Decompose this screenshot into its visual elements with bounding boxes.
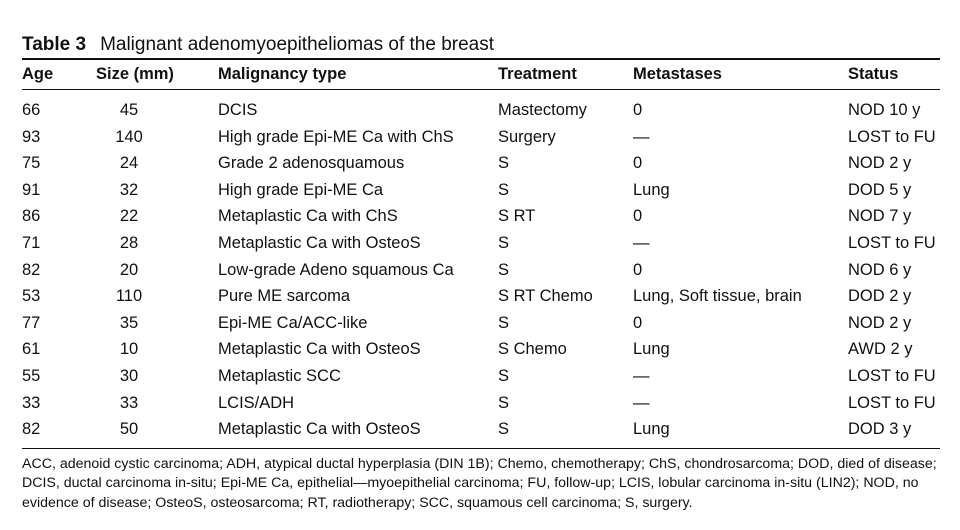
size-cell: 20 — [119, 260, 139, 279]
column-header-size: Size (mm) — [96, 65, 174, 83]
treatment-cell: Mastectomy — [498, 101, 587, 119]
size-cell: 33 — [119, 393, 139, 412]
size-cell: 110 — [115, 287, 143, 306]
status-cell: NOD 10 y — [848, 101, 921, 119]
age-cell: 75 — [22, 154, 41, 173]
metastases-cell: — — [633, 233, 650, 252]
metastases-cell: Lung, Soft tissue, brain — [633, 287, 802, 306]
table-row — [22, 124, 940, 151]
metastases-cell: 0 — [633, 313, 643, 332]
metastases-cell: — — [633, 127, 650, 146]
malignancy-type-cell: LCIS/ADH — [218, 393, 295, 412]
metastases-cell: Lung — [633, 180, 670, 199]
treatment-cell: Surgery — [498, 127, 556, 146]
table-row — [22, 177, 940, 204]
status-cell: NOD 7 y — [848, 207, 912, 226]
size-cell: 140 — [115, 127, 143, 146]
age-cell: 77 — [22, 313, 41, 332]
table-body — [22, 90, 940, 448]
treatment-cell: S — [498, 260, 510, 279]
status-cell: NOD 2 y — [848, 154, 912, 173]
metastases-cell: — — [633, 366, 650, 385]
age-cell: 66 — [22, 101, 41, 119]
size-cell: 24 — [119, 154, 139, 173]
table-row — [22, 336, 940, 363]
table-footnote: ACC, adenoid cystic carcinoma; ADH, atypical ductal hyperplasia (DIN 1B); Chemo, chemotherapy; ChS, chondrosarcoma; DOD, died of disease; DCIS, ductal carcinoma in-situ; Epi-ME Ca, epithelial—myoepithelial carcinoma; FU, follow-up; LCIS, lobular carcinoma in-situ (LIN2); NOD, no evidence of disease; OsteoS, osteosarcoma; RT, radiotherapy; SCC, squamous cell carcinoma; S, surgery. — [22, 455, 937, 511]
malignancy-type-cell: Low-grade Adeno squamous Ca — [218, 260, 454, 279]
age-cell: 61 — [22, 340, 41, 359]
metastases-cell: Lung — [633, 420, 670, 439]
table-row — [22, 203, 940, 230]
table-row — [22, 90, 940, 124]
data-table — [22, 60, 940, 448]
age-cell: 33 — [22, 393, 41, 412]
status-cell: LOST to FU — [848, 233, 936, 252]
table-row — [22, 150, 940, 177]
table-title: Malignant adenomyoepitheliomas of the breast — [100, 34, 495, 55]
age-cell: 71 — [22, 233, 41, 252]
malignancy-type-cell: Metaplastic Ca with OsteoS — [218, 420, 421, 439]
metastases-cell: 0 — [633, 260, 643, 279]
treatment-cell: S RT — [498, 207, 536, 226]
size-cell: 28 — [119, 233, 139, 252]
treatment-cell: S — [498, 154, 510, 173]
age-cell: 55 — [22, 366, 41, 385]
size-cell: 10 — [119, 340, 139, 359]
age-cell: 82 — [22, 420, 41, 439]
status-cell: LOST to FU — [848, 393, 936, 412]
table-label: Table 3 — [22, 34, 87, 55]
age-cell: 93 — [22, 127, 41, 146]
table-row — [22, 257, 940, 284]
table-row — [22, 283, 940, 310]
age-cell: 82 — [22, 260, 41, 279]
metastases-cell: 0 — [633, 154, 643, 173]
size-cell: 35 — [119, 313, 139, 332]
malignancy-type-cell: Metaplastic SCC — [218, 366, 341, 385]
column-header-age: Age — [22, 65, 54, 83]
malignancy-type-cell: Grade 2 adenosquamous — [218, 154, 405, 173]
age-cell: 53 — [22, 287, 41, 306]
size-cell: 50 — [119, 420, 139, 439]
metastases-cell: 0 — [633, 207, 643, 226]
treatment-cell: S — [498, 313, 510, 332]
treatment-cell: S — [498, 420, 510, 439]
column-header-status: Status — [848, 65, 899, 83]
status-cell: DOD 5 y — [848, 180, 912, 199]
malignancy-type-cell: Epi-ME Ca/ACC-like — [218, 313, 368, 332]
malignancy-type-cell: Metaplastic Ca with ChS — [218, 207, 398, 226]
table-row — [22, 416, 940, 448]
table-container — [22, 32, 940, 513]
table-row — [22, 363, 940, 390]
header-row — [22, 60, 940, 89]
size-cell: 22 — [119, 207, 139, 226]
status-cell: LOST to FU — [848, 366, 936, 385]
malignancy-type-cell: Metaplastic Ca with OsteoS — [218, 340, 421, 359]
column-header-treatment: Treatment — [498, 65, 577, 83]
size-cell: 32 — [119, 180, 139, 199]
status-cell: NOD 2 y — [848, 313, 912, 332]
age-cell: 86 — [22, 207, 41, 226]
table-caption — [22, 32, 940, 58]
column-header-metastases: Metastases — [633, 65, 722, 83]
treatment-cell: S — [498, 393, 510, 412]
size-cell: 45 — [119, 101, 139, 119]
status-cell: DOD 3 y — [848, 420, 912, 439]
metastases-cell: — — [633, 393, 650, 412]
table-row — [22, 390, 940, 417]
status-cell: AWD 2 y — [848, 340, 913, 359]
malignancy-type-cell: Metaplastic Ca with OsteoS — [218, 233, 421, 252]
metastases-cell: Lung — [633, 340, 670, 359]
malignancy-type-cell: High grade Epi-ME Ca with ChS — [218, 127, 454, 146]
malignancy-type-cell: DCIS — [218, 101, 258, 119]
malignancy-type-cell: High grade Epi-ME Ca — [218, 180, 384, 199]
status-cell: LOST to FU — [848, 127, 936, 146]
table-row — [22, 230, 940, 257]
status-cell: NOD 6 y — [848, 260, 912, 279]
size-cell: 30 — [119, 366, 139, 385]
treatment-cell: S — [498, 366, 510, 385]
treatment-cell: S — [498, 180, 510, 199]
column-header-malignancy-type: Malignancy type — [218, 65, 347, 83]
table-row — [22, 310, 940, 337]
status-cell: DOD 2 y — [848, 287, 912, 306]
age-cell: 91 — [22, 180, 41, 199]
treatment-cell: S RT Chemo — [498, 287, 593, 306]
malignancy-type-cell: Pure ME sarcoma — [218, 287, 351, 306]
treatment-cell: S Chemo — [498, 340, 567, 359]
metastases-cell: 0 — [633, 101, 643, 119]
treatment-cell: S — [498, 233, 510, 252]
